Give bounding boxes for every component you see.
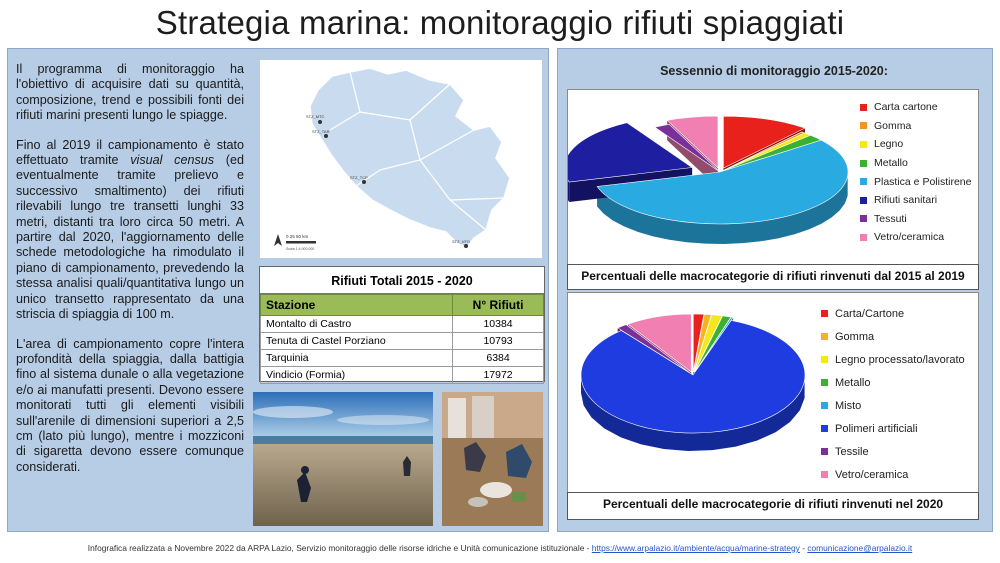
chart-2-legend bbox=[821, 302, 965, 486]
legend-swatch bbox=[860, 141, 867, 148]
legend-item bbox=[860, 191, 971, 210]
footer-link-website[interactable]: https://www.arpalazio.it/ambiente/acqua/marine-strategy bbox=[591, 543, 800, 553]
legend-swatch bbox=[821, 425, 828, 432]
table-row bbox=[261, 367, 544, 384]
legend-swatch bbox=[860, 215, 867, 222]
stations-table bbox=[259, 266, 545, 382]
legend-item bbox=[860, 210, 971, 229]
legend-swatch bbox=[821, 379, 828, 386]
chart-1-box bbox=[567, 89, 979, 267]
legend-swatch bbox=[860, 160, 867, 167]
legend-label: Legno processato/lavorato bbox=[835, 353, 965, 366]
table-cell: Tarquinia bbox=[261, 350, 453, 367]
page-title: Strategia marina: monitoraggio rifiuti spiaggiati bbox=[155, 4, 845, 41]
chart-1-caption: Percentuali delle macrocategorie di rifiuti rinvenuti dal 2015 al 2019 bbox=[567, 264, 979, 290]
scale-label: 0 25 50 km bbox=[286, 234, 309, 239]
map-point-label: STZ_TCP bbox=[350, 175, 368, 180]
legend-swatch bbox=[860, 122, 867, 129]
legend-swatch bbox=[821, 471, 828, 478]
intro-p2-start: Fino al 2019 il campionamento è stato effettuato tramite bbox=[16, 137, 244, 168]
legend-label: Plastica e Polistirene bbox=[874, 175, 972, 188]
legend-label: Metallo bbox=[874, 157, 908, 170]
map-point-label: STZ_VFO bbox=[452, 239, 471, 244]
legend-item bbox=[821, 371, 965, 394]
scale-bar bbox=[286, 241, 316, 244]
intro-paragraph-1: Il programma di monitoraggio ha l'obiettivo di acquisire dati su quantità, composizione, trend e possibili fonti dei rifiuti marini presenti lungo le spiagge. bbox=[16, 62, 244, 123]
map-region-outline bbox=[310, 68, 510, 248]
legend-item bbox=[860, 154, 971, 173]
legend-item bbox=[821, 348, 965, 371]
legend-item bbox=[821, 440, 965, 463]
map-point bbox=[318, 120, 322, 124]
chart-1-pie bbox=[568, 90, 858, 266]
legend-item bbox=[860, 228, 971, 247]
table-header: N° Rifiuti bbox=[453, 295, 544, 316]
legend-label: Rifiuti sanitari bbox=[874, 194, 938, 207]
legend-swatch bbox=[821, 448, 828, 455]
intro-paragraph-3: L'area di campionamento copre l'intera profondità della spiaggia, dalla battigia fino al sistema dunale o alla vegetazione e/o ai manufatti presenti. Devono essere monitorati tutti gli elementi visibili sull'arenile di dimensioni superiori a 2,5 cm (lato più lungo), mentre i mozziconi di sigaretta devono essere comunque considerati. bbox=[16, 336, 244, 474]
legend-label: Metallo bbox=[835, 376, 871, 389]
legend-swatch bbox=[821, 402, 828, 409]
table-cell: Tenuta di Castel Porziano bbox=[261, 333, 453, 350]
charts-heading: Sessennio di monitoraggio 2015-2020: bbox=[660, 64, 888, 78]
footer-text: Infografica realizzata a Novembre 2022 da ARPA Lazio, Servizio monitoraggio delle risorse idriche e Unità comunicazione istituzionale - bbox=[87, 543, 592, 553]
chart-2-box bbox=[567, 292, 979, 494]
chart-2-caption: Percentuali delle macrocategorie di rifiuti rinvenuti nel 2020 bbox=[567, 492, 979, 520]
footer-link-email[interactable]: comunicazione@arpalazio.it bbox=[807, 543, 913, 553]
legend-label: Legno bbox=[874, 138, 904, 151]
table-header: Stazione bbox=[261, 295, 453, 316]
legend-item bbox=[860, 98, 971, 117]
table-cell: 10384 bbox=[453, 316, 544, 333]
legend-label: Tessuti bbox=[874, 212, 907, 225]
table-cell: 10793 bbox=[453, 333, 544, 350]
map-point-label: STZ_TAR bbox=[312, 129, 330, 134]
map-point bbox=[324, 134, 328, 138]
legend-swatch bbox=[860, 104, 867, 111]
legend-label: Vetro/ceramica bbox=[874, 231, 945, 244]
legend-swatch bbox=[821, 310, 828, 317]
table-cell: Vindicio (Formia) bbox=[261, 367, 453, 384]
legend-swatch bbox=[821, 356, 828, 363]
legend-label: Polimeri artificiali bbox=[835, 422, 918, 435]
map-point bbox=[362, 180, 366, 184]
legend-label: Carta cartone bbox=[874, 101, 938, 114]
beach-photo bbox=[253, 392, 433, 526]
intro-paragraph-2 bbox=[16, 138, 244, 323]
legend-item bbox=[860, 172, 971, 191]
legend-swatch bbox=[860, 197, 867, 204]
legend-item bbox=[821, 417, 965, 440]
intro-text bbox=[16, 62, 244, 489]
legend-label: Gomma bbox=[874, 119, 912, 132]
sampling-photo bbox=[442, 392, 543, 526]
intro-p2-end: (ed eventualmente tramite prelievo e successivo smaltimento) dei rifiuti rilevabili lungo tre transetti lunghi 33 metri, distanti tra loro circa 50 metri. A partire dal 2020, l'aggiornamento delle schede metodologiche ha rimodulato il piano di campionamento, prevedendo la stessa analisi quali/quantitativa lungo un unico transetto rappresentato da una striscia di spiaggia di 100 m. bbox=[16, 153, 244, 322]
scale-sub: Scala 1:4.000.000 bbox=[286, 247, 315, 251]
legend-label: Misto bbox=[835, 399, 862, 412]
map-point bbox=[464, 244, 468, 248]
legend-swatch bbox=[860, 178, 867, 185]
legend-label: Vetro/ceramica bbox=[835, 468, 909, 481]
table-row bbox=[261, 316, 544, 333]
legend-label: Carta/Cartone bbox=[835, 307, 905, 320]
stations-data-table bbox=[260, 294, 544, 384]
legend-swatch bbox=[821, 333, 828, 340]
legend-label: Gomma bbox=[835, 330, 875, 343]
north-arrow-icon bbox=[274, 234, 282, 246]
chart-1-legend bbox=[860, 98, 971, 247]
table-title: Rifiuti Totali 2015 - 2020 bbox=[260, 267, 544, 294]
lazio-map-svg bbox=[260, 60, 542, 258]
legend-item bbox=[860, 117, 971, 136]
legend-label: Tessile bbox=[835, 445, 869, 458]
legend-item bbox=[821, 463, 965, 486]
footer-separator: - bbox=[799, 543, 808, 553]
table-cell: 17972 bbox=[453, 367, 544, 384]
table-cell: 6384 bbox=[453, 350, 544, 367]
footer bbox=[0, 543, 1000, 553]
table-cell: Montalto di Castro bbox=[261, 316, 453, 333]
legend-item bbox=[821, 302, 965, 325]
table-row bbox=[261, 350, 544, 367]
lazio-map bbox=[260, 60, 542, 258]
table-row bbox=[261, 333, 544, 350]
legend-swatch bbox=[860, 234, 867, 241]
legend-item bbox=[821, 394, 965, 417]
map-point-label: STZ_MTC bbox=[306, 114, 325, 119]
legend-item bbox=[821, 325, 965, 348]
table-header-row bbox=[261, 295, 544, 316]
chart-2-pie bbox=[568, 293, 818, 493]
legend-item bbox=[860, 135, 971, 154]
intro-p2-italic: visual census bbox=[130, 153, 215, 168]
